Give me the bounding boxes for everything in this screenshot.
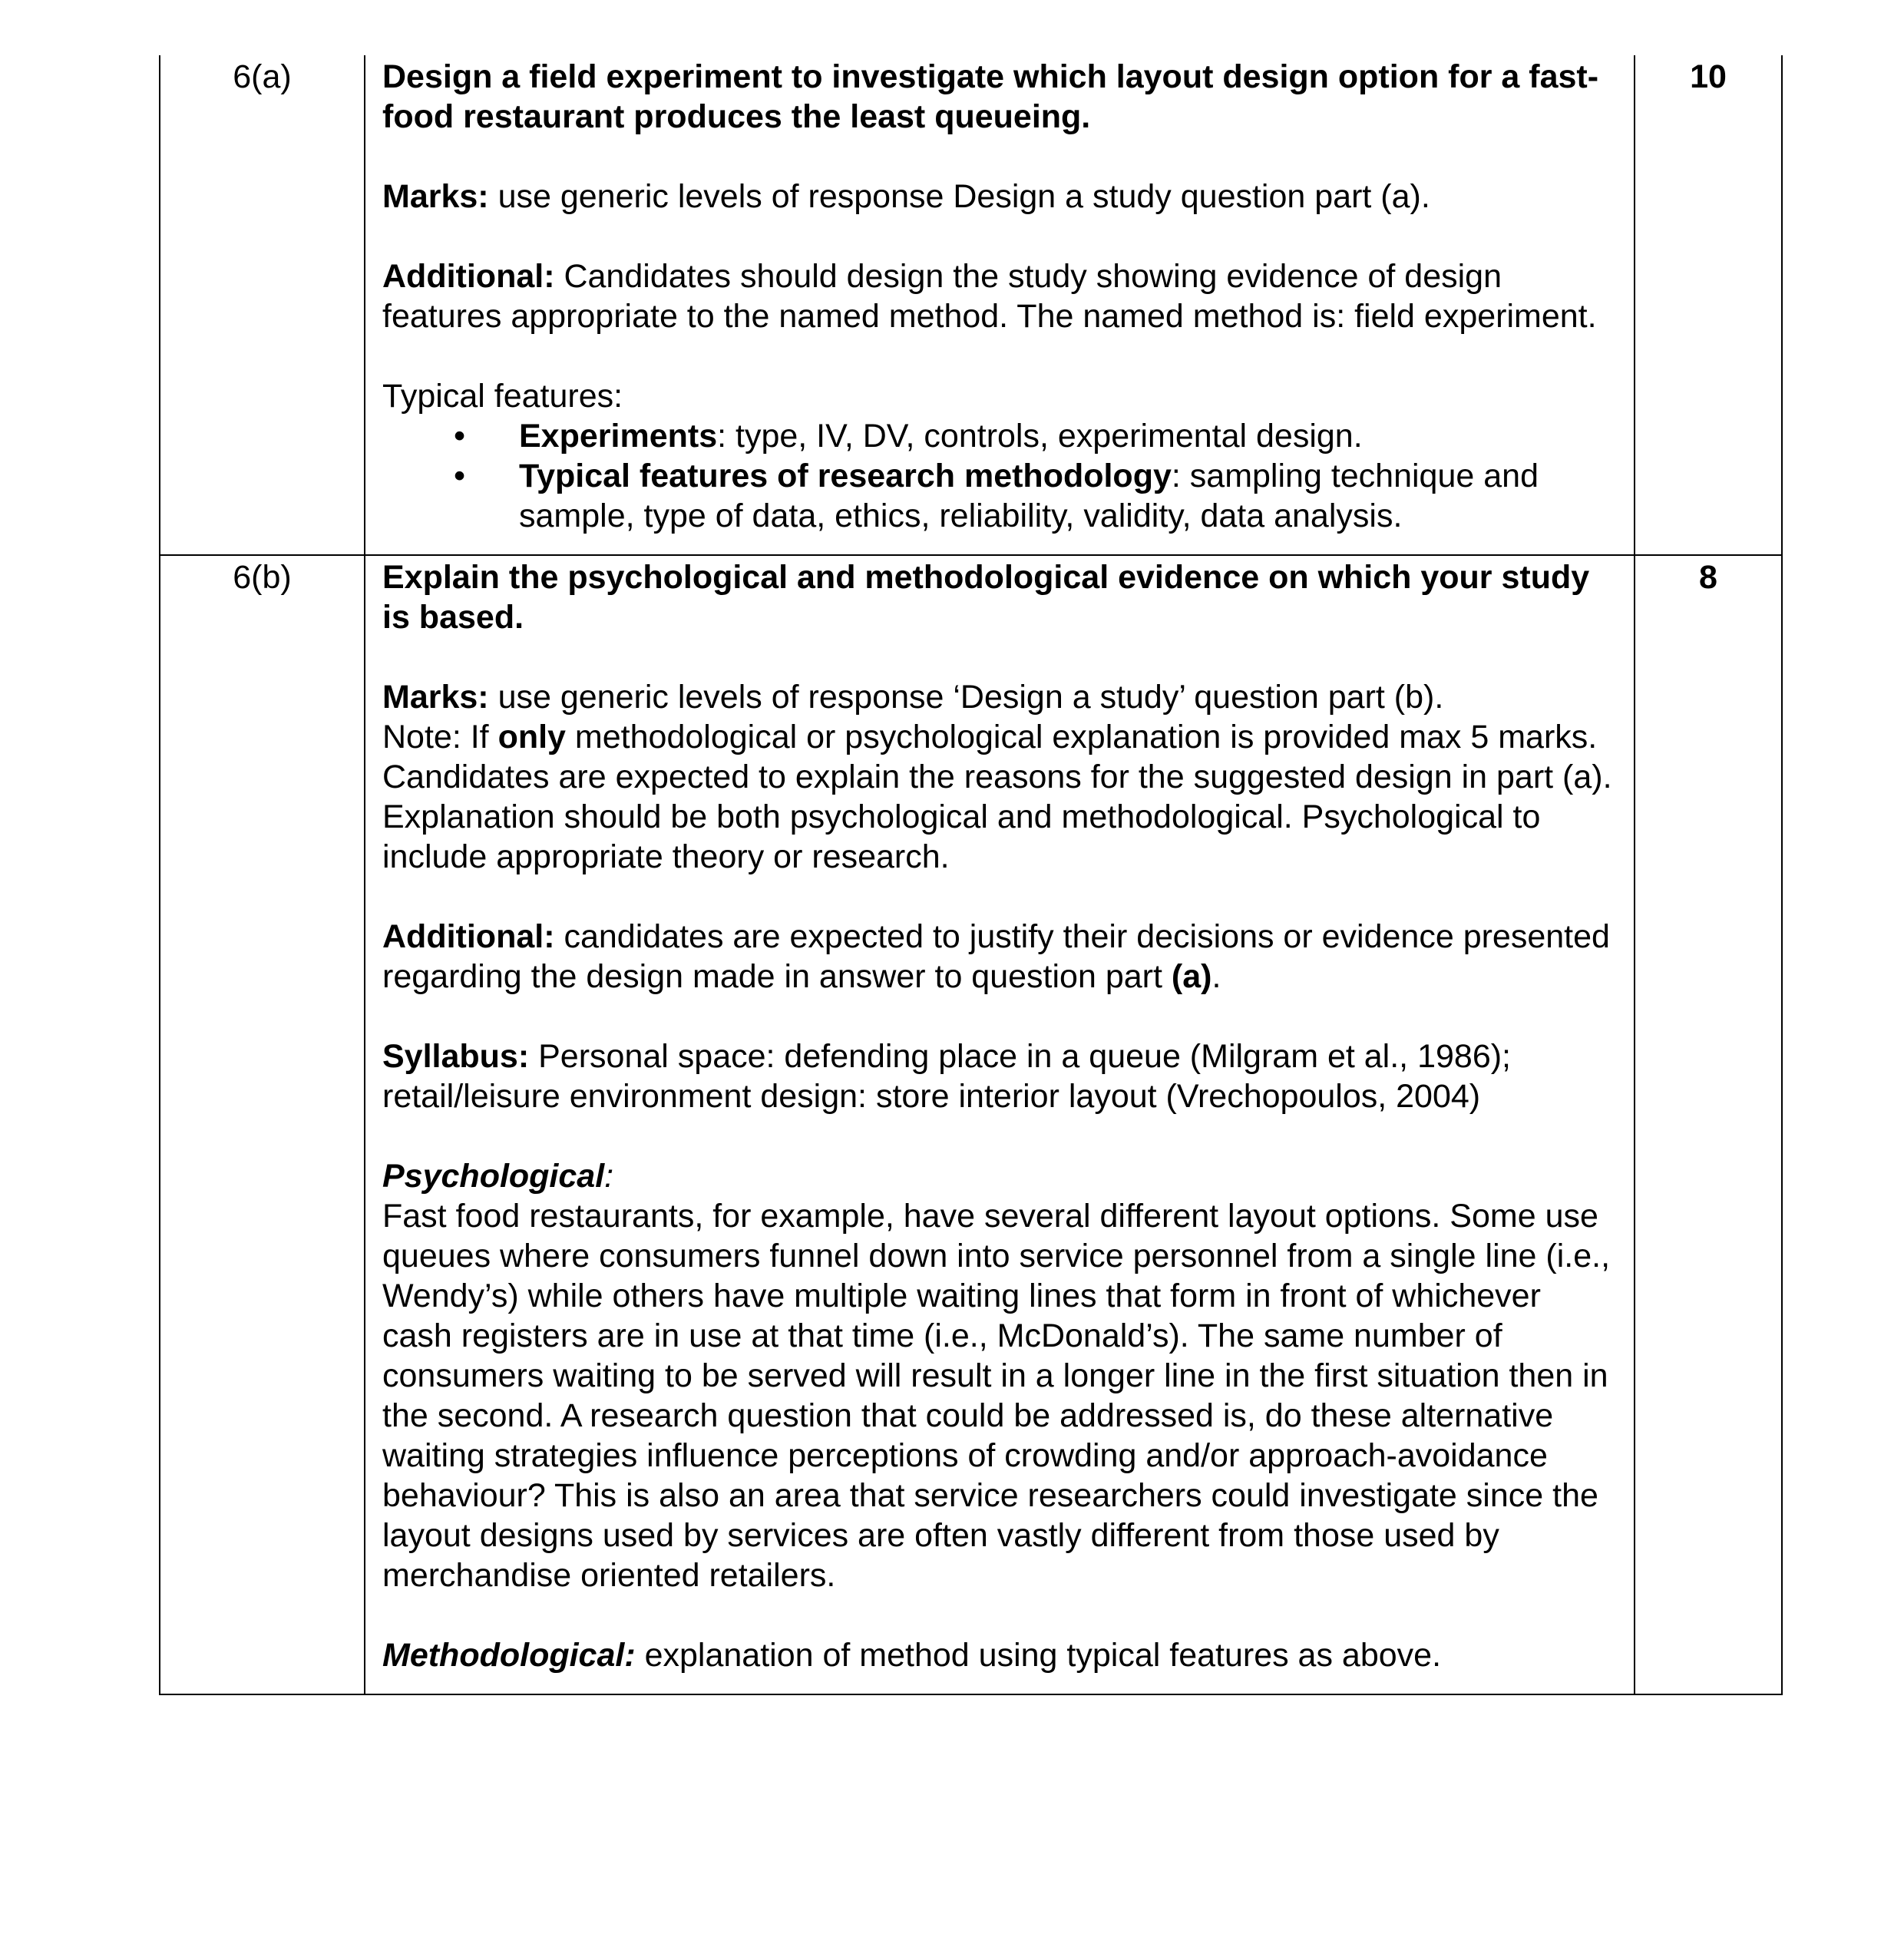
answer-guidance [365, 55, 1635, 555]
mark-scheme-sheet [159, 55, 1749, 1695]
question-text: Explain the psychological and methodological evidence on which your study is based. [382, 559, 1590, 636]
typical-features-list [382, 416, 1618, 536]
typical-features-heading: Typical features: [382, 378, 623, 415]
question-number: 6(b) [160, 555, 365, 1694]
answer-guidance [365, 555, 1635, 1694]
additional-guidance: Additional: Candidates should design the study showing evidence of design features appropriate to the named method. The named method is: field experiment. [382, 258, 1597, 335]
marks-guidance: Marks: use generic levels of response Design a study question part (a). [382, 178, 1430, 215]
syllabus-reference: Syllabus: Personal space: defending place in a queue (Milgram et al., 1986); retail/leisure environment design: store interior layout (Vrechopoulos, 2004) [382, 1038, 1512, 1115]
mark-scheme-table [159, 55, 1783, 1695]
question-number: 6(a) [160, 55, 365, 555]
question-marks: 10 [1635, 55, 1782, 555]
additional-guidance: Additional: candidates are expected to justify their decisions or evidence presented regarding the design made in answer to question part (a). [382, 918, 1610, 995]
question-marks: 8 [1635, 555, 1782, 1694]
marks-guidance: Marks: use generic levels of response ‘Design a study’ question part (b). [382, 679, 1444, 716]
question-row-6a [160, 55, 1782, 555]
psychological-heading: Psychological: [382, 1158, 614, 1195]
bullet-icon: • [454, 418, 466, 455]
candidates-text: Candidates are expected to explain the reasons for the suggested design in part (a). Explanation should be both psychological and methodological. Psychological to include appropriate theory or research. [382, 759, 1612, 875]
list-item: • Experiments: type, IV, DV, controls, experimental design. [454, 418, 1363, 455]
bullet-icon: • [454, 458, 466, 494]
question-text: Design a field experiment to investigate which layout design option for a fast-food restaurant produces the least queueing. [382, 58, 1599, 135]
psychological-text: Fast food restaurants, for example, have several different layout options. Some use queues where consumers funnel down into service personnel from a single line (i.e., Wendy’s) while others have multiple waiting lines that form in front of whichever cash registers are in use at that time (i.e., McDonald’s). The same number of consumers waiting to be served will result in a longer line in the first situation then in the second. A research question that could be addressed is, do these alternative waiting strategies influence perceptions of crowding and/or approach-avoidance behaviour? This is also an area that service researchers could investigate since the layout designs used by services are often vastly different from those used by merchandise oriented retailers. [382, 1198, 1611, 1594]
list-item: • Typical features of research methodology: sampling technique and sample, type of data, ethics, reliability, validity, data analysis. [454, 458, 1539, 534]
question-row-6b [160, 555, 1782, 1694]
methodological-guidance: Methodological: explanation of method using typical features as above. [382, 1637, 1442, 1674]
note-text: Note: If only methodological or psychological explanation is provided max 5 marks. [382, 719, 1598, 755]
